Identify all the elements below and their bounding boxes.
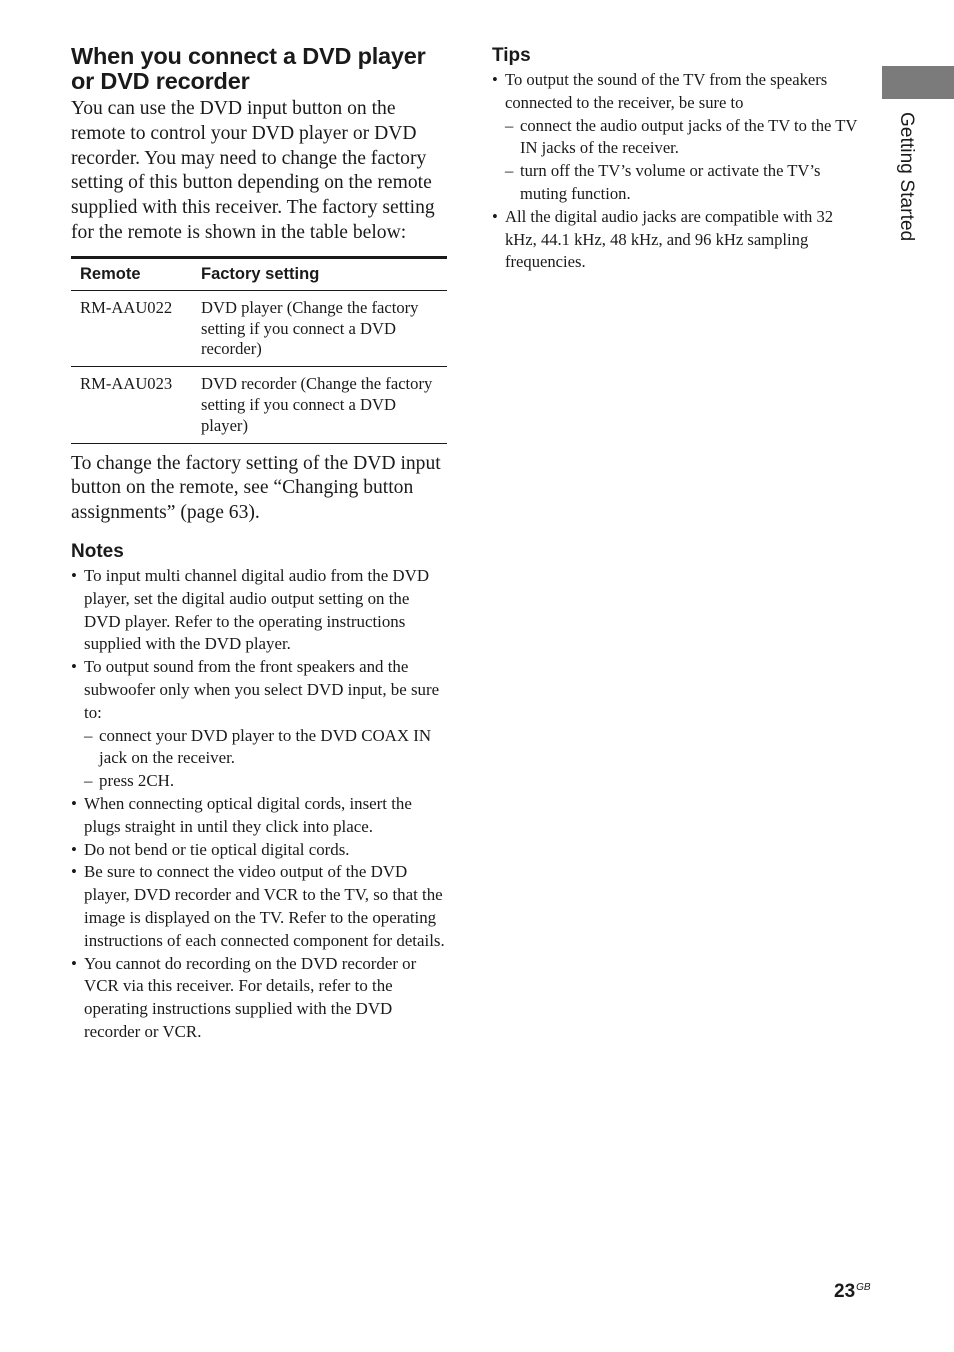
list-item	[71, 839, 447, 862]
list-item	[492, 206, 864, 274]
sub-list-item: – press 2CH.	[84, 770, 447, 793]
cell-remote-model: RM-AAU022	[80, 297, 173, 317]
list-item	[492, 69, 864, 206]
section-heading: When you connect a DVD player or DVD recorder	[71, 43, 426, 94]
note-text: When connecting optical digital cords, insert the plugs straight in until they click into place.	[84, 793, 412, 836]
tips-heading: Tips	[492, 45, 531, 66]
right-column	[492, 45, 864, 274]
list-item	[71, 953, 447, 1044]
list-item	[71, 656, 447, 793]
header-factory-setting: Factory setting	[192, 257, 447, 290]
cell-remote-model: RM-AAU023	[71, 367, 192, 443]
tips-list	[492, 69, 864, 274]
page-number	[834, 1281, 871, 1303]
tip-text: All the digital audio jacks are compatible with 32 kHz, 44.1 kHz, 48 kHz, and 96 kHz sampling frequencies.	[505, 206, 834, 272]
page-number-value: 23	[834, 1281, 856, 1302]
cell-factory-setting: DVD recorder (Change the factory setting if you connect a DVD player)	[192, 367, 447, 443]
left-column	[71, 44, 447, 1044]
header-remote: Remote	[71, 257, 192, 290]
section-tab-marker	[882, 66, 954, 99]
sub-list	[505, 115, 864, 206]
sub-list-item: – connect the audio output jacks of the TV to the TV IN jacks of the receiver.	[505, 115, 864, 161]
remote-factory-table	[71, 256, 447, 444]
section-tab-label: Getting Started	[896, 112, 917, 242]
page-number-suffix: GB	[856, 1282, 871, 1293]
table-header-row	[71, 257, 447, 290]
list-item	[71, 565, 447, 656]
sub-list-item: – turn off the TV’s volume or activate the TV’s muting function.	[505, 160, 864, 206]
note-text: To input multi channel digital audio from the DVD player, set the digital audio output setting on the DVD player. Refer to the operating instructions supplied with the DVD player.	[84, 565, 430, 654]
note-text: You cannot do recording on the DVD recorder or VCR via this receiver. For details, refer to the operating instructions supplied with the DVD recorder or VCR.	[84, 953, 417, 1041]
change-setting-paragraph: To change the factory setting of the DVD input button on the remote, see “Changing button assignments” (page 63).	[71, 452, 441, 524]
note-text: Be sure to connect the video output of the DVD player, DVD recorder and VCR to the TV, so that the image is displayed on the TV. Refer to the operating instructions of each connected component for details.	[84, 862, 445, 950]
intro-paragraph: You can use the DVD input button on the remote to control your DVD player or DVD recorder. You may need to change the factory setting of this button depending on the remote supplied with this receiver. The factory setting for the remote is shown in the table below:	[71, 98, 435, 243]
tip-text: To output the sound of the TV from the speakers connected to the receiver, be sure to	[505, 70, 828, 112]
list-item	[71, 861, 447, 952]
table-row	[71, 290, 447, 366]
cell-factory-setting: DVD player (Change the factory setting if you connect a DVD recorder)	[201, 297, 419, 359]
table-row	[71, 367, 447, 443]
list-item	[71, 793, 447, 839]
notes-list	[71, 565, 447, 1044]
note-text: To output sound from the front speakers and the subwoofer only when you select DVD input, be sure to:	[84, 657, 440, 722]
note-text: Do not bend or tie optical digital cords.	[84, 839, 350, 859]
notes-heading: Notes	[71, 540, 124, 562]
sub-list-item: – connect your DVD player to the DVD COAX IN jack on the receiver.	[84, 725, 447, 771]
sub-list	[84, 725, 447, 793]
